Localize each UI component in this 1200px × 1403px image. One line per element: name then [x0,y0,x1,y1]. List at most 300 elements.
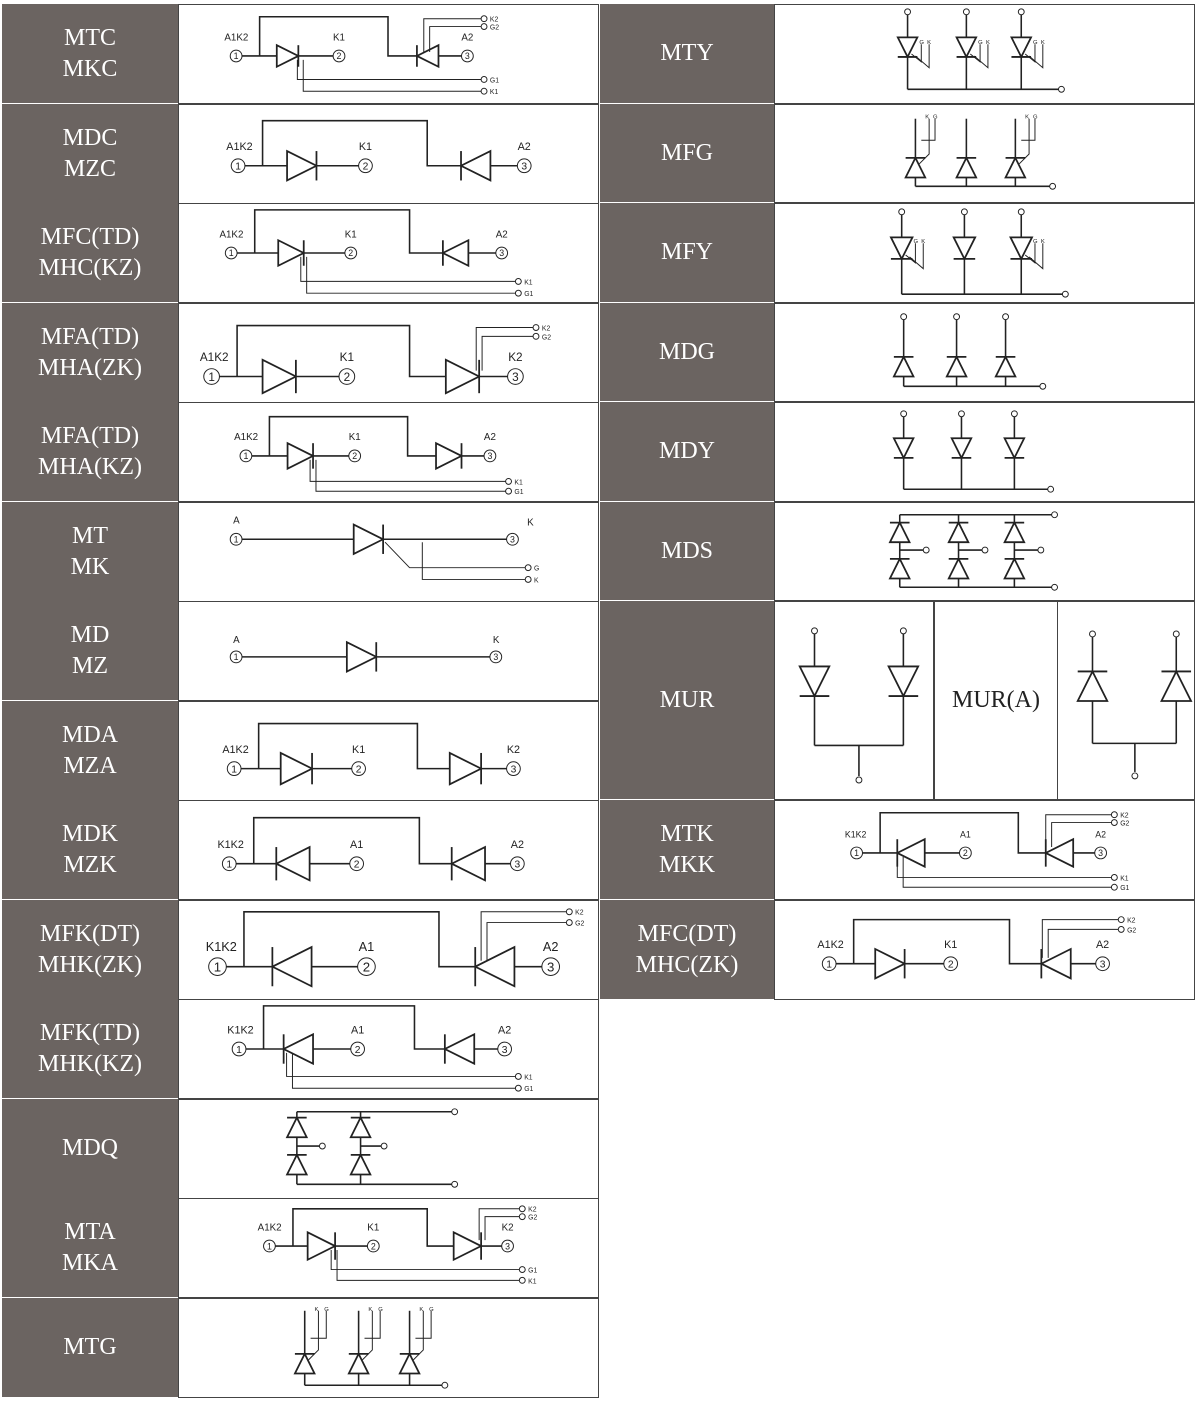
mdq-diagram [178,1099,599,1199]
pin-label: K1 [528,1278,537,1286]
pin-label: G [429,1306,434,1313]
mfc-td-schematic [179,204,598,302]
terminal [519,1206,525,1212]
diode-symbol [347,642,376,671]
terminal [982,547,988,553]
model-name: MTY [660,40,714,66]
pin-label: K1K2 [205,938,237,954]
pin-label: K [925,114,930,121]
wire [1021,119,1035,141]
terminal-number: 3 [464,51,470,62]
mfc-td-label [2,203,178,303]
terminal-number: 1 [233,51,239,62]
terminal-number: 3 [493,652,499,663]
terminal [1111,812,1117,818]
mfy-label [600,203,774,303]
wire [1029,44,1043,68]
diode-symbol [949,559,969,579]
diode-symbol [287,151,316,180]
mdy-label [600,402,774,502]
pin-label: K [534,577,539,585]
diode-symbol [894,438,914,458]
mt-schematic [179,503,598,601]
mda-diagram [178,701,599,801]
mdc-schematic [179,105,598,203]
pin-label: A1K2 [219,229,244,241]
pin-label: G1 [524,291,534,299]
terminal [519,1277,525,1283]
mfk-dt-diagram [178,900,599,1000]
pin-label: G [1033,114,1038,121]
pin-label: G2 [528,1214,538,1222]
diode-symbol [287,1118,307,1138]
pin-label: A1K2 [199,350,229,364]
mfc-td-diagram [178,203,599,303]
terminal [442,1382,448,1388]
pin-label: A [233,515,240,527]
diode-symbol [875,949,904,978]
mtg-diagram [178,1298,599,1398]
terminal [519,1214,525,1220]
diode-symbol [890,523,910,543]
wire [422,542,525,579]
terminal-number: 2 [362,161,369,173]
diode-symbol [894,357,914,377]
model-name: MUR [659,686,715,713]
terminal-number: 2 [354,1044,361,1056]
diode-symbol [461,151,490,180]
terminal [525,577,531,583]
wire [310,460,506,482]
mfk-td-diagram [178,999,599,1099]
pin-label: A2 [517,141,531,154]
terminal-number: 1 [226,859,233,871]
mdg-diagram [774,303,1195,402]
model-name: MKK [658,851,715,878]
mdq-label [2,1099,178,1199]
pin-label: K [985,40,990,47]
mfk-dt-schematic [179,901,598,999]
mds-label [600,502,774,601]
mds-schematic [775,503,1194,600]
terminal-number: 1 [266,1241,272,1252]
terminal-number: 2 [355,764,362,776]
pin-label: A1 [358,938,375,954]
pin-label: G [324,1306,329,1313]
mdg-schematic [775,304,1194,401]
diode-symbol [1005,559,1025,579]
mur-schematic [775,602,933,799]
pin-label: G [1033,239,1038,246]
md-diagram [178,601,599,701]
pin-label: K1 [1120,875,1129,883]
terminal [812,628,818,634]
pin-label: K [1040,239,1045,246]
terminal [1132,773,1138,779]
mfy-schematic [775,204,1194,302]
wire [303,60,481,91]
wire [476,328,533,371]
terminal-number: 3 [501,1044,508,1056]
terminal-number: 3 [487,451,493,462]
pin-label: A1K2 [222,743,249,756]
terminal-number: 3 [521,161,528,173]
terminal-number: 1 [208,370,215,384]
terminal [515,278,521,284]
terminal [1090,631,1096,637]
diode-symbol [954,237,976,259]
model-name: MTG [63,1334,117,1360]
mdk-schematic [179,801,598,899]
terminal-number: 2 [343,370,351,384]
diode-symbol [1005,438,1025,458]
model-name: MZC [63,155,116,182]
terminal-number: 2 [352,451,358,462]
diode-symbol [263,360,296,393]
model-name: MZ [72,652,108,679]
diode-symbol [889,666,919,696]
model-name: MDQ [61,1135,118,1161]
terminal-number: 3 [1098,848,1104,859]
pin-label: A2 [510,839,524,852]
pin-label: A2 [1095,829,1107,840]
pin-label: G1 [528,1267,538,1275]
pin-label: K [368,1306,373,1313]
mur-label [600,601,774,800]
terminal [319,1143,325,1149]
terminal [481,24,487,30]
model-name: MFK(TD) [40,1019,140,1046]
mfa-td-zk-label [2,303,178,403]
pin-label: A2 [495,229,508,241]
model-name: MTK [660,820,714,847]
terminal [533,333,539,339]
terminal [856,777,862,783]
mtc-diagram [178,4,599,104]
terminal [566,920,572,926]
wire [331,1250,519,1270]
mtg-label [2,1298,178,1398]
terminal-number: 1 [854,848,860,859]
pin-label: A2 [461,32,474,44]
model-name: MFG [660,139,714,166]
model-name: MDY [658,438,715,464]
pin-label: G2 [575,920,585,928]
model-name: MKC [62,55,118,82]
pin-label: K [419,1306,424,1313]
diode-symbol [445,1034,474,1063]
model-name: MZA [63,752,117,779]
pin-label: K1 [333,32,346,44]
terminal [1062,291,1068,297]
diode-symbol [351,1155,371,1175]
model-name: MZK [63,851,117,878]
diode-symbol [276,847,309,880]
diode-symbol [800,666,830,696]
diode-symbol [281,753,312,784]
pin-label: G [1033,40,1038,47]
mds-diagram [774,502,1195,601]
pin-label: K1 [489,89,499,97]
pin-label: G1 [524,1086,534,1094]
wire [385,542,525,567]
pin-label: G2 [1120,820,1130,828]
mfa-td-kz-schematic [179,403,598,501]
terminal-number: 3 [510,534,515,545]
mtk-diagram [774,800,1195,900]
terminal [533,325,539,331]
terminal-number: 2 [947,959,954,971]
pin-label: K [927,40,932,47]
pin-label: G1 [489,77,500,85]
model-name: MHC(ZK) [635,951,739,978]
terminal-number: 3 [547,959,555,975]
pin-label: G1 [514,489,524,497]
mtk-schematic [775,801,1194,899]
terminal [901,314,907,320]
pin-label: K2 [508,350,523,364]
diode-symbol [443,240,468,265]
thyristor-symbol [1041,949,1070,978]
thyristor-symbol [1011,37,1031,57]
pin-label: G1 [1120,885,1130,893]
diode-symbol [436,443,461,468]
terminal [515,290,521,296]
pin-label: K1 [344,229,357,241]
terminal [1118,917,1124,923]
terminal [954,314,960,320]
wire [919,119,929,164]
wire [316,460,506,491]
diode-symbol [272,947,311,986]
terminal-number: 3 [1099,959,1106,971]
model-name: MDA [61,721,118,748]
pin-label: A1K2 [224,32,249,44]
thyristor-symbol [454,1232,481,1259]
wire [287,1053,516,1077]
terminal [899,209,905,215]
mur-diagram [774,601,934,800]
mtc-schematic [179,5,598,103]
pin-label: A1 [959,829,971,840]
thyristor-symbol [891,237,913,259]
pin-label: K1 [367,1222,380,1234]
pin-label: G [933,114,938,121]
mta-schematic [179,1199,598,1297]
thyristor-symbol [1010,237,1032,259]
mfk-td-label [2,999,178,1099]
wire [915,44,929,68]
mdc-diagram [178,104,599,204]
terminal [961,209,967,215]
mur-a-label: MUR(A) [934,601,1058,800]
model-name: MD [70,621,110,648]
mty-diagram [774,4,1195,104]
pin-label: K2 [541,325,551,333]
thyristor-symbol [1046,839,1073,866]
mfk-dt-label [2,900,178,1000]
terminal [963,9,969,15]
pin-label: G [378,1306,383,1313]
terminal [1111,875,1117,881]
thyristor-symbol [898,37,918,57]
terminal [1018,9,1024,15]
pin-label: K1 [358,141,373,154]
model-name: MFC(DT) [637,920,737,947]
pin-label: A1 [351,1024,365,1037]
terminal [381,1143,387,1149]
mur-a-diagram [1057,601,1195,800]
terminal [452,1181,458,1187]
mt-diagram [178,502,599,602]
terminal [1038,547,1044,553]
pin-label: K1 [352,743,366,756]
terminal [1040,383,1046,389]
model-name: MTA [64,1218,116,1245]
terminal-number: 2 [962,848,968,859]
pin-label: K1K2 [217,839,244,852]
model-name: MFA(TD) [40,323,140,350]
terminal [1111,820,1117,826]
mdk-diagram [178,800,599,900]
pin-label: G [913,239,919,246]
terminal [566,909,572,915]
terminal [1052,512,1058,518]
wire [307,257,516,293]
pin-label: K [1025,114,1030,121]
pin-label: K2 [1120,812,1129,820]
pin-label: G [919,40,924,47]
wire [1029,243,1043,268]
terminal [923,547,929,553]
thyristor-symbol [278,240,303,265]
model-name: MHK(ZK) [38,951,142,978]
terminal-number: 1 [233,534,239,545]
model-name: MKA [61,1249,118,1276]
pin-label: A [233,635,240,647]
mtk-label [600,800,774,900]
terminal [481,16,487,22]
diode-symbol [947,357,967,377]
pin-label: A1 [350,839,364,852]
diode-symbol [1161,671,1191,701]
diode-symbol [452,847,485,880]
wire [309,1311,319,1360]
diode-symbol [949,523,969,543]
terminal [506,478,512,484]
wire [297,60,481,80]
terminal [452,1109,458,1115]
wire [292,1053,515,1088]
terminal-number: 3 [512,370,519,384]
model-name: MHA(KZ) [38,453,142,480]
pin-label: K [1040,40,1045,47]
terminal [481,77,487,83]
pin-label: A2 [1096,939,1110,952]
thyristor-symbol [284,1034,313,1063]
model-name: MT [72,522,108,549]
mfc-dt-diagram [774,900,1195,1000]
diode-symbol [351,1118,371,1138]
terminal [525,565,531,571]
pin-label: A2 [542,938,559,954]
mfc-dt-label [600,900,774,1000]
mdq-schematic [179,1100,598,1198]
mfg-diagram [774,104,1195,203]
terminal-number: 2 [362,959,371,975]
diode-symbol [996,357,1016,377]
diode-symbol [957,158,977,178]
terminal [900,628,906,634]
pin-label: G [978,40,983,47]
terminal [1173,631,1179,637]
terminal [506,488,512,494]
mfg-label [600,104,774,203]
terminal [1111,884,1117,890]
terminal [1018,209,1024,215]
mfa-td-zk-schematic [179,304,598,402]
pin-label: A1K2 [257,1222,282,1234]
pin-label: G2 [541,334,552,342]
mda-schematic [179,702,598,800]
terminal [515,1074,521,1080]
model-name: MFY [660,239,714,265]
wire [337,1250,519,1280]
wire [413,1311,423,1360]
pin-label: K2 [575,909,584,917]
terminal-number: 3 [514,859,521,871]
wire [974,44,988,68]
pin-label: G [534,565,540,573]
pin-label: K2 [1127,917,1136,925]
wire [1019,119,1029,164]
mfy-diagram [774,203,1195,303]
pin-label: A2 [483,432,496,444]
mta-diagram [178,1198,599,1298]
pin-label: A1K2 [817,939,844,952]
diode-symbol [1005,523,1025,543]
terminal-number: 2 [353,859,360,871]
model-name: MTC [63,24,116,51]
terminal-number: 1 [826,959,833,971]
model-name: MHA(ZK) [38,354,142,381]
pin-label: G2 [489,24,500,32]
thyristor-symbol [277,45,299,67]
terminal [1048,486,1054,492]
terminal [959,411,965,417]
pin-label: K1 [514,479,523,487]
model-name: MHK(KZ) [38,1050,142,1077]
pin-label: A2 [498,1024,512,1037]
mfk-td-schematic [179,1000,598,1098]
mdy-schematic [775,403,1194,501]
pin-label: K1 [348,432,361,444]
terminal [1050,183,1056,189]
wire [897,857,1111,878]
mty-schematic [775,5,1194,103]
wire [921,119,935,141]
diode-symbol [890,559,910,579]
terminal [905,9,911,15]
pin-label: K2 [489,16,499,24]
mfa-td-zk-diagram [178,303,599,403]
pin-label: K [314,1306,319,1313]
terminal-number: 2 [348,248,354,259]
model-name: MFC(TD) [40,223,140,250]
model-name: MHC(KZ) [38,254,142,281]
wire [910,243,924,268]
pin-label: A1K2 [234,432,259,444]
